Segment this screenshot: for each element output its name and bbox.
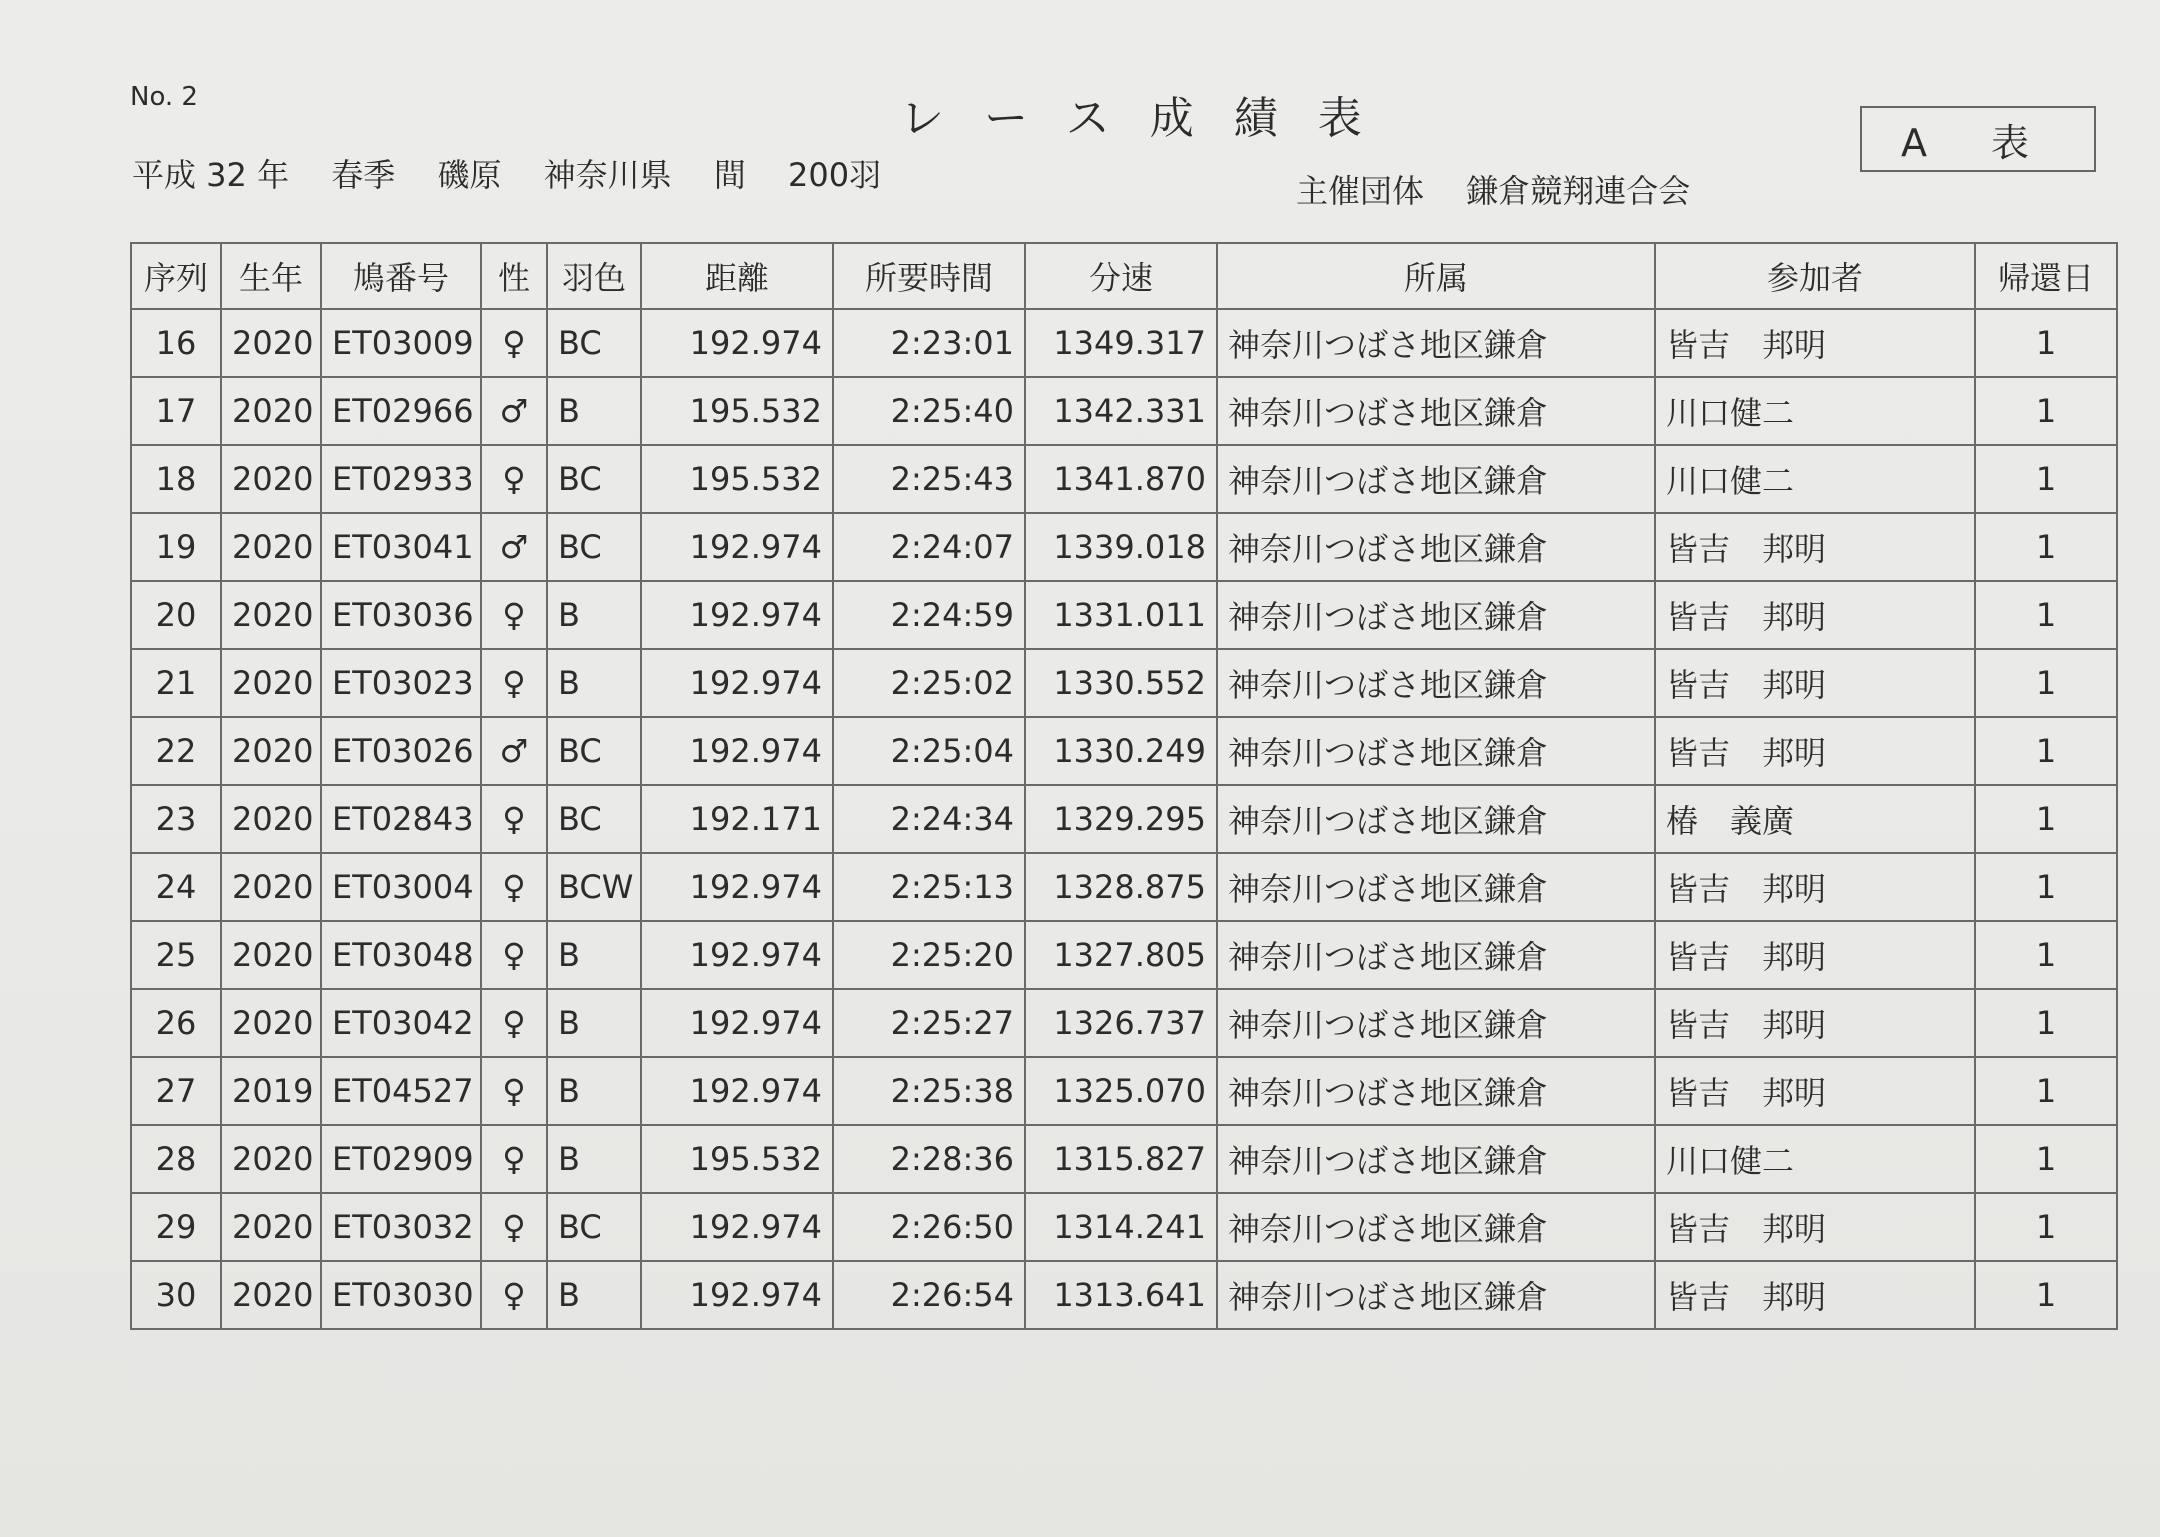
- table-row: [131, 649, 2117, 717]
- distance-cell: 192.171: [641, 785, 833, 853]
- color-cell: B: [547, 1125, 641, 1193]
- rank-cell: 22: [131, 717, 221, 785]
- participant-cell: 皆吉 邦明: [1655, 649, 1975, 717]
- return-day-cell: 1: [1975, 445, 2117, 513]
- distance-cell: 195.532: [641, 445, 833, 513]
- time-cell: 2:25:38: [833, 1057, 1025, 1125]
- time-cell: 2:25:27: [833, 989, 1025, 1057]
- speed-cell: 1331.011: [1025, 581, 1217, 649]
- color-cell: BC: [547, 1193, 641, 1261]
- column-header: 所属: [1217, 243, 1655, 309]
- time-cell: 2:23:01: [833, 309, 1025, 377]
- participant-cell: 皆吉 邦明: [1655, 513, 1975, 581]
- table-row: [131, 989, 2117, 1057]
- sheet-label-box: A 表: [1860, 106, 2096, 172]
- return-day-cell: 1: [1975, 989, 2117, 1057]
- affiliation-cell: 神奈川つばさ地区鎌倉: [1217, 1057, 1655, 1125]
- distance-cell: 192.974: [641, 309, 833, 377]
- time-cell: 2:24:59: [833, 581, 1025, 649]
- affiliation-cell: 神奈川つばさ地区鎌倉: [1217, 853, 1655, 921]
- table-row: [131, 1057, 2117, 1125]
- speed-cell: 1326.737: [1025, 989, 1217, 1057]
- affiliation-cell: 神奈川つばさ地区鎌倉: [1217, 649, 1655, 717]
- rank-cell: 16: [131, 309, 221, 377]
- race-year: 平成 32 年: [132, 156, 290, 194]
- band-number-cell: ET02909: [321, 1125, 481, 1193]
- table-header-row: [131, 243, 2117, 309]
- affiliation-cell: 神奈川つばさ地区鎌倉: [1217, 377, 1655, 445]
- time-cell: 2:25:02: [833, 649, 1025, 717]
- sex-cell: ♂: [481, 377, 547, 445]
- speed-cell: 1341.870: [1025, 445, 1217, 513]
- rank-cell: 27: [131, 1057, 221, 1125]
- birth-year-cell: 2020: [221, 309, 321, 377]
- distance-cell: 192.974: [641, 921, 833, 989]
- speed-cell: 1327.805: [1025, 921, 1217, 989]
- affiliation-cell: 神奈川つばさ地区鎌倉: [1217, 1261, 1655, 1329]
- table-row: [131, 785, 2117, 853]
- time-cell: 2:24:07: [833, 513, 1025, 581]
- sex-cell: ♂: [481, 513, 547, 581]
- participant-cell: 皆吉 邦明: [1655, 989, 1975, 1057]
- race-prefecture: 神奈川県: [543, 156, 672, 194]
- color-cell: BC: [547, 717, 641, 785]
- sex-cell: ♀: [481, 989, 547, 1057]
- color-cell: B: [547, 581, 641, 649]
- speed-cell: 1325.070: [1025, 1057, 1217, 1125]
- column-header: 性: [481, 243, 547, 309]
- return-day-cell: 1: [1975, 717, 2117, 785]
- distance-cell: 192.974: [641, 1193, 833, 1261]
- participant-cell: 皆吉 邦明: [1655, 581, 1975, 649]
- race-info: [132, 150, 913, 196]
- return-day-cell: 1: [1975, 1125, 2117, 1193]
- color-cell: B: [547, 377, 641, 445]
- column-header: 帰還日: [1975, 243, 2117, 309]
- band-number-cell: ET02933: [321, 445, 481, 513]
- return-day-cell: 1: [1975, 785, 2117, 853]
- participant-cell: 椿 義廣: [1655, 785, 1975, 853]
- participant-cell: 皆吉 邦明: [1655, 921, 1975, 989]
- time-cell: 2:25:40: [833, 377, 1025, 445]
- table-row: [131, 445, 2117, 513]
- results-table: [130, 242, 2118, 1330]
- table-row: [131, 377, 2117, 445]
- sex-cell: ♂: [481, 717, 547, 785]
- race-season: 春季: [331, 156, 396, 194]
- band-number-cell: ET03048: [321, 921, 481, 989]
- color-cell: BCW: [547, 853, 641, 921]
- race-count: 200羽: [788, 156, 882, 194]
- sex-cell: ♀: [481, 445, 547, 513]
- speed-cell: 1313.641: [1025, 1261, 1217, 1329]
- return-day-cell: 1: [1975, 1193, 2117, 1261]
- band-number-cell: ET03041: [321, 513, 481, 581]
- sex-cell: ♀: [481, 309, 547, 377]
- speed-cell: 1330.552: [1025, 649, 1217, 717]
- affiliation-cell: 神奈川つばさ地区鎌倉: [1217, 309, 1655, 377]
- sex-cell: ♀: [481, 1125, 547, 1193]
- band-number-cell: ET03036: [321, 581, 481, 649]
- birth-year-cell: 2020: [221, 377, 321, 445]
- affiliation-cell: 神奈川つばさ地区鎌倉: [1217, 1125, 1655, 1193]
- participant-cell: 川口健二: [1655, 445, 1975, 513]
- rank-cell: 24: [131, 853, 221, 921]
- return-day-cell: 1: [1975, 1057, 2117, 1125]
- column-header: 距離: [641, 243, 833, 309]
- time-cell: 2:25:20: [833, 921, 1025, 989]
- sex-cell: ♀: [481, 1057, 547, 1125]
- birth-year-cell: 2020: [221, 785, 321, 853]
- band-number-cell: ET03023: [321, 649, 481, 717]
- distance-cell: 192.974: [641, 989, 833, 1057]
- race-between: 間: [713, 156, 746, 194]
- color-cell: B: [547, 1057, 641, 1125]
- speed-cell: 1329.295: [1025, 785, 1217, 853]
- affiliation-cell: 神奈川つばさ地区鎌倉: [1217, 989, 1655, 1057]
- table-row: [131, 1125, 2117, 1193]
- color-cell: BC: [547, 513, 641, 581]
- band-number-cell: ET03032: [321, 1193, 481, 1261]
- band-number-cell: ET03004: [321, 853, 481, 921]
- speed-cell: 1330.249: [1025, 717, 1217, 785]
- column-header: 参加者: [1655, 243, 1975, 309]
- color-cell: B: [547, 1261, 641, 1329]
- affiliation-cell: 神奈川つばさ地区鎌倉: [1217, 717, 1655, 785]
- participant-cell: 皆吉 邦明: [1655, 1057, 1975, 1125]
- rank-cell: 21: [131, 649, 221, 717]
- table-row: [131, 1193, 2117, 1261]
- distance-cell: 192.974: [641, 1261, 833, 1329]
- sex-cell: ♀: [481, 649, 547, 717]
- birth-year-cell: 2020: [221, 581, 321, 649]
- return-day-cell: 1: [1975, 513, 2117, 581]
- sex-cell: ♀: [481, 581, 547, 649]
- column-header: 羽色: [547, 243, 641, 309]
- organizer-name: 鎌倉競翔連合会: [1466, 172, 1691, 210]
- color-cell: B: [547, 649, 641, 717]
- birth-year-cell: 2020: [221, 1261, 321, 1329]
- affiliation-cell: 神奈川つばさ地区鎌倉: [1217, 445, 1655, 513]
- distance-cell: 192.974: [641, 853, 833, 921]
- sex-cell: ♀: [481, 785, 547, 853]
- document-number: No. 2: [130, 82, 198, 112]
- time-cell: 2:25:04: [833, 717, 1025, 785]
- sex-cell: ♀: [481, 921, 547, 989]
- birth-year-cell: 2020: [221, 445, 321, 513]
- band-number-cell: ET03026: [321, 717, 481, 785]
- table-row: [131, 717, 2117, 785]
- rank-cell: 18: [131, 445, 221, 513]
- participant-cell: 皆吉 邦明: [1655, 717, 1975, 785]
- speed-cell: 1328.875: [1025, 853, 1217, 921]
- participant-cell: 川口健二: [1655, 377, 1975, 445]
- affiliation-cell: 神奈川つばさ地区鎌倉: [1217, 1193, 1655, 1261]
- race-location: 磯原: [437, 156, 502, 194]
- column-header: 序列: [131, 243, 221, 309]
- return-day-cell: 1: [1975, 649, 2117, 717]
- birth-year-cell: 2020: [221, 989, 321, 1057]
- rank-cell: 20: [131, 581, 221, 649]
- return-day-cell: 1: [1975, 853, 2117, 921]
- rank-cell: 17: [131, 377, 221, 445]
- rank-cell: 19: [131, 513, 221, 581]
- time-cell: 2:24:34: [833, 785, 1025, 853]
- band-number-cell: ET03009: [321, 309, 481, 377]
- color-cell: BC: [547, 785, 641, 853]
- return-day-cell: 1: [1975, 377, 2117, 445]
- rank-cell: 26: [131, 989, 221, 1057]
- color-cell: BC: [547, 445, 641, 513]
- birth-year-cell: 2020: [221, 717, 321, 785]
- return-day-cell: 1: [1975, 921, 2117, 989]
- return-day-cell: 1: [1975, 581, 2117, 649]
- band-number-cell: ET03042: [321, 989, 481, 1057]
- distance-cell: 192.974: [641, 513, 833, 581]
- document-title: レース成績表: [900, 93, 1402, 144]
- affiliation-cell: 神奈川つばさ地区鎌倉: [1217, 513, 1655, 581]
- return-day-cell: 1: [1975, 1261, 2117, 1329]
- participant-cell: 皆吉 邦明: [1655, 1193, 1975, 1261]
- birth-year-cell: 2019: [221, 1057, 321, 1125]
- birth-year-cell: 2020: [221, 853, 321, 921]
- table-row: [131, 581, 2117, 649]
- return-day-cell: 1: [1975, 309, 2117, 377]
- color-cell: B: [547, 921, 641, 989]
- color-cell: B: [547, 989, 641, 1057]
- participant-cell: 皆吉 邦明: [1655, 309, 1975, 377]
- participant-cell: 皆吉 邦明: [1655, 1261, 1975, 1329]
- sex-cell: ♀: [481, 853, 547, 921]
- table-row: [131, 921, 2117, 989]
- band-number-cell: ET02843: [321, 785, 481, 853]
- table-row: [131, 1261, 2117, 1329]
- organizer-label: 主催団体: [1296, 172, 1425, 210]
- affiliation-cell: 神奈川つばさ地区鎌倉: [1217, 921, 1655, 989]
- distance-cell: 192.974: [641, 717, 833, 785]
- column-header: 生年: [221, 243, 321, 309]
- time-cell: 2:25:43: [833, 445, 1025, 513]
- speed-cell: 1342.331: [1025, 377, 1217, 445]
- column-header: 鳩番号: [321, 243, 481, 309]
- band-number-cell: ET04527: [321, 1057, 481, 1125]
- rank-cell: 29: [131, 1193, 221, 1261]
- band-number-cell: ET03030: [321, 1261, 481, 1329]
- table-row: [131, 309, 2117, 377]
- speed-cell: 1314.241: [1025, 1193, 1217, 1261]
- sex-cell: ♀: [481, 1193, 547, 1261]
- birth-year-cell: 2020: [221, 1125, 321, 1193]
- rank-cell: 25: [131, 921, 221, 989]
- distance-cell: 195.532: [641, 377, 833, 445]
- column-header: 分速: [1025, 243, 1217, 309]
- time-cell: 2:26:54: [833, 1261, 1025, 1329]
- birth-year-cell: 2020: [221, 513, 321, 581]
- birth-year-cell: 2020: [221, 1193, 321, 1261]
- speed-cell: 1315.827: [1025, 1125, 1217, 1193]
- participant-cell: 皆吉 邦明: [1655, 853, 1975, 921]
- color-cell: BC: [547, 309, 641, 377]
- rank-cell: 28: [131, 1125, 221, 1193]
- sex-cell: ♀: [481, 1261, 547, 1329]
- time-cell: 2:26:50: [833, 1193, 1025, 1261]
- rank-cell: 23: [131, 785, 221, 853]
- band-number-cell: ET02966: [321, 377, 481, 445]
- distance-cell: 195.532: [641, 1125, 833, 1193]
- birth-year-cell: 2020: [221, 649, 321, 717]
- affiliation-cell: 神奈川つばさ地区鎌倉: [1217, 785, 1655, 853]
- distance-cell: 192.974: [641, 1057, 833, 1125]
- table-row: [131, 513, 2117, 581]
- table-row: [131, 853, 2117, 921]
- distance-cell: 192.974: [641, 649, 833, 717]
- birth-year-cell: 2020: [221, 921, 321, 989]
- distance-cell: 192.974: [641, 581, 833, 649]
- time-cell: 2:28:36: [833, 1125, 1025, 1193]
- rank-cell: 30: [131, 1261, 221, 1329]
- time-cell: 2:25:13: [833, 853, 1025, 921]
- table-body: [131, 309, 2117, 1329]
- affiliation-cell: 神奈川つばさ地区鎌倉: [1217, 581, 1655, 649]
- speed-cell: 1349.317: [1025, 309, 1217, 377]
- column-header: 所要時間: [833, 243, 1025, 309]
- organizer: [1296, 166, 1722, 212]
- participant-cell: 川口健二: [1655, 1125, 1975, 1193]
- speed-cell: 1339.018: [1025, 513, 1217, 581]
